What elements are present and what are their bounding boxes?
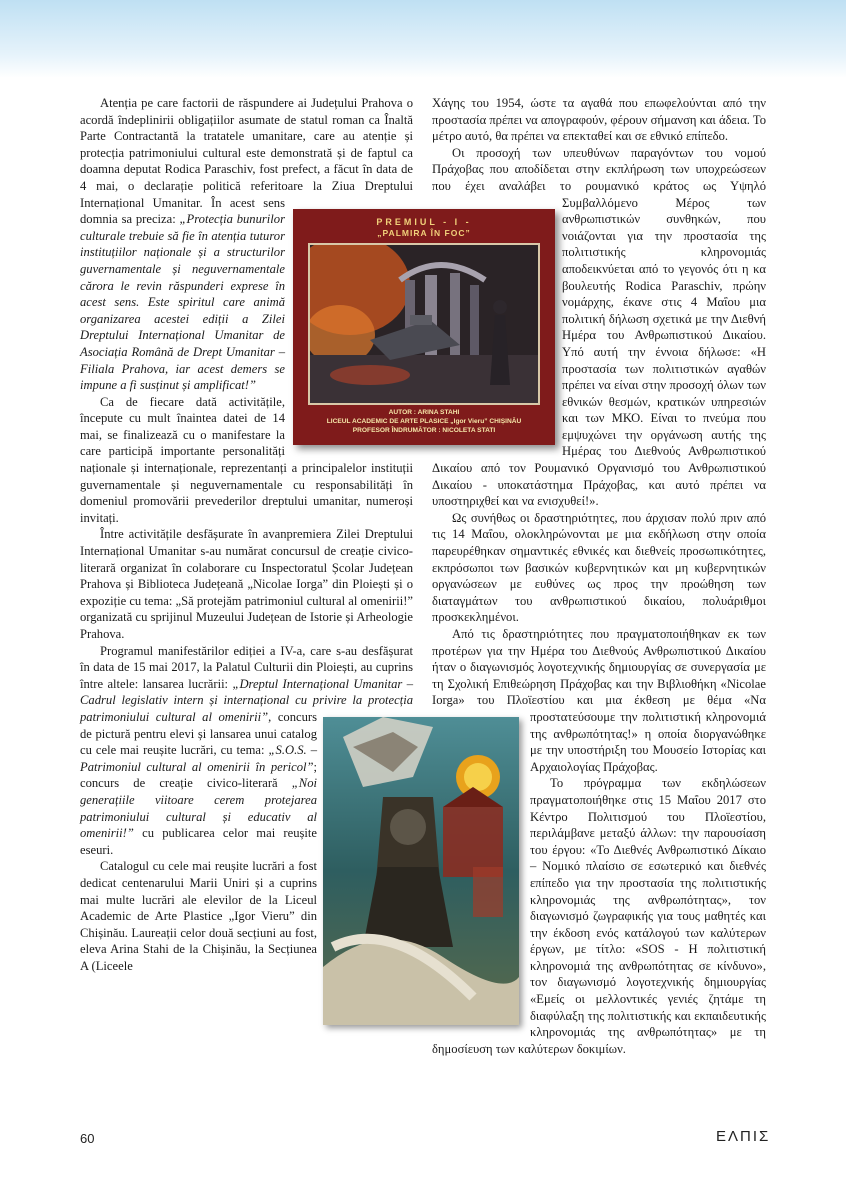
quote-text: „Dreptul Internațional Umanitar – Cadrul legislativ intern și internațional cu privire la protecția patrimoniului cultural al omenirii” [80, 676, 413, 724]
paragraph-text: Atenția pe care factorii de răspundere ai Județului Prahova o acordă îndeplinirii obligațiilor asumate de statul roman ca Înaltă Parte Contractantă la tratatele umanitare, care au atenție și protecția patrimoniului cultural este demonstrată și de faptul ca doamna deputat Rodica Paraschiv, fost prefect, a făcut în data de 4 mai, o declarație politică referitoare la Ziua Dreptului Internațional Umanitar. În acest sens domnia sa preciza: [80, 96, 413, 227]
page-number: 60 [80, 1131, 95, 1146]
figure-caption-top [302, 217, 546, 239]
quote-text: „Noi generațiile viitoare cerem protejarea patrimoniului cultural și educativ al omenirii!” [80, 776, 317, 841]
paragraph: Ως συνήθως οι δραστηριότητες, που άρχισαν πολύ πριν από τις 14 Μαΐου, ολοκληρώνονται με μια εκδήλωση στην οποία παρευρέθηκαν σημαντικές εθνικές και διεθνείς προσωπικότητες, εκπρόσωποι των βασικών κυβερνητικών και μη κυβερνητικών οργανώσεων με ευθύνες ως προς την προώθηση των διαταγμάτων του ανθρωπιστικού δικαίου, πολυάριθμοι προσκεκλημένοι. [432, 510, 766, 625]
paragraph-text: Programul manifestărilor ediției a IV-a, care s-au desfășurat în data de 15 mai 2017, la Palatul Culturii din Ploiești, au cuprins între altele: lansarea lucrării: [80, 643, 413, 691]
figure-caption-bottom [302, 409, 546, 435]
paragraph: Από τις δραστηριότητες που πραγματοποιήθηκαν εκ των προτέρων για την Ημέρα του Διεθνούς Ανθρωπιστικού Δικαίου ήταν ο διαγωνισμός λογοτεχνικής δημιουργίας σε συνεργασία με τη Σχολική Επιθεώρηση Πράχοβας και την Βιβλιοθήκη «Nicolae Iorga» του Πλοϊεστίου και μια έκθεση με θέμα «Να προστατεύσουμε την πολιτιστική κληρονομιά της ανθρωπότητας!» η οποία διοργανώθηκε με την υποστήριξη του Μουσείο Ιστορίας και Αρχαιολογίας Πράχοβας. [432, 627, 766, 774]
paragraph-text: ; concurs de creație civico-literară [80, 759, 317, 791]
surreal-painting-figure [323, 717, 519, 1025]
painting-title: „PALMIRA ÎN FOC” [377, 228, 471, 238]
painting-school: LICEUL ACADEMIC DE ARTE PLASICE „Igor Vieru” CHIȘINĂU [326, 417, 522, 425]
paragraph: Ca de fiecare dată activitățile, începute cu mult înaintea datei de 14 mai, se finalizează cu o manifestare la care participă importante personalități naționale și internaționale, reprezentanți a principalelor instituții guvernamentale și neguvernamentale cu responsabilități în domeniul promovării prevederilor dreptului umanitar, numeroși invitați. [80, 394, 413, 525]
quote-text: „Protecția bunurilor culturale trebuie să fie în atenția tuturor instituțiilor naționale și a structurilor guvernamentale și neguvernamentale cărora le revin răspunderi exprese în acest sens. Este spiritul care animă organizarea acestei ediții a Zilei Dreptului Internațional Umanitar de Asociația Română de Drept Umanitar – Filiala Prahova, iar acest demers se impune a fi susținut și amplificat!” [80, 212, 285, 393]
quote-text: „S.O.S. – Patrimoniul cultural al omenirii în pericol” [80, 743, 317, 774]
painting-author: AUTOR : ARINA STAHI [388, 409, 460, 416]
paragraph: Οι προσοχή των υπευθύνων παραγόντων του νομού Πράχοβας που αποδίδεται στην εκπλήρωση των υποχρεώσεων που έχει αναλάβει το ρουμανικό κράτος ως Υψηλό Συμβαλλόμενο Μέρος των ανθρωπιστικών συνθηκών, που νοιάζονται για την προστασία της πολιτιστικής κληρονομιάς αποδεικνύεται από το γεγονός ότι η κα βουλευτής Rodica Paraschiv, πρώην νομάρχης, έκανε στις 4 Μαΐου μια πολιτική δήλωση σχετικά με την Διεθνή Ημέρα του Ανθρωπιστικού Δικαίου. Υπό αυτή την έννοια δήλωσε: «Η προστασία των πολιτιστικών αγαθών πρέπει να είναι στην προσοχή όλων των εθνικών θεσμών, κρατικών υπηρεσιών και των ΜΚΟ. Είναι το πνεύμα που εμψυχώνει την οργάνωση αυτής της Ημέρας του Διεθνούς Ανθρωπιστικού Δικαίου από τον Ρουμανικό Οργανισμό του Ανθρωπιστικού Δικαίου - υποκατάστημα Πράχοβας, και αυτό πρέπει να υποστηριχθεί και να ενισχυθεί!». [432, 145, 766, 509]
paragraph: Χάγης του 1954, ώστε τα αγαθά που επωφελούνται από την προστασία πρέπει να απογραφούν, φέρουν σήμανση και άδεια. Το μέτρο αυτό, θα πρέπει να επεκταθεί και σε εθνικό επίπεδο. [432, 96, 766, 144]
magazine-name: ΕΛΠΙΣ [716, 1128, 771, 1145]
paragraph: Το πρόγραμμα των εκδηλώσεων πραγματοποιήθηκε στις 15 Μαΐου 2017 στο Κέντρο Πολιτισμού του Πλοϊεστίου, περιλάμβανε μεταξύ άλλων: την παρουσίαση του έργου: «Το Διεθνές Ανθρωπιστικό Δίκαιο – Νομικό πλαίσιο σε εσωτερικό και διεθνές επίπεδο για την προστασία της πολιτιστικής κληρονομιάς της ανθρωπότητας», τον διαγωνισμό ζωγραφικής για τους μαθητές και την έκδοση ενός κατάλογού των καλύτερων έργων, με τίτλο: «SOS - Η πολιτιστική κληρονομιά της ανθρωπότητας σε κίνδυνο», τον διαγωνισμό λογοτεχνικής δημιουργίας «Εμείς οι μελλοντικές γενιές ζητάμε τη διαφύλαξη της πολιτιστικής και εκπαιδευτικής κληρονομιάς της ανθρωπότητας» με τη δημοσίευση των καλύτερων δοκιμίων. [432, 776, 766, 1056]
paragraph-text: cu publicarea celor mai reușite eseuri. [80, 826, 317, 857]
painting-teacher: PROFESOR ÎNDRUMĂTOR : NICOLETA STATI [352, 426, 496, 434]
painting-image [308, 243, 540, 405]
header-band [0, 0, 846, 78]
warrior-painting-graphic [323, 717, 519, 1025]
paragraph: Catalogul cu cele mai reușite lucrări a fost dedicat centenarului Marii Uniri și a cuprins mai multe lucrări ale elevilor de la Liceul Academic de Arte Plastice „Igor Vieru” din Chișinău. Laureații celor două secțiuni au fost, eleva Arina Stahi de la Chișinău, la Secțiunea A (Liceele [80, 859, 317, 973]
paragraph: Între activitățile desfășurate în avanpremiera Zilei Dreptului Internațional Umanitar s-au numărat concursul de creație civico-literară organizat în colaborare cu Inspectoratul Școlar Județean Prahova și Biblioteca Județeană „Nicolae Iorga” din Ploiești și o expoziție cu tema: „Să protejăm patrimoniul cultural al omenirii!” organizată cu sprijinul Muzeului Județean de Istorie și Arheologie Prahova. [80, 527, 413, 641]
award-painting-figure [293, 209, 555, 445]
ruins-painting-graphic [310, 245, 538, 403]
paragraph-text: , concurs de pictură pentru elevi și lansarea unui catalog cu cele mai reușite lucrări, cu tema: [80, 709, 317, 758]
award-label: PREMIUL - I - [376, 217, 472, 227]
